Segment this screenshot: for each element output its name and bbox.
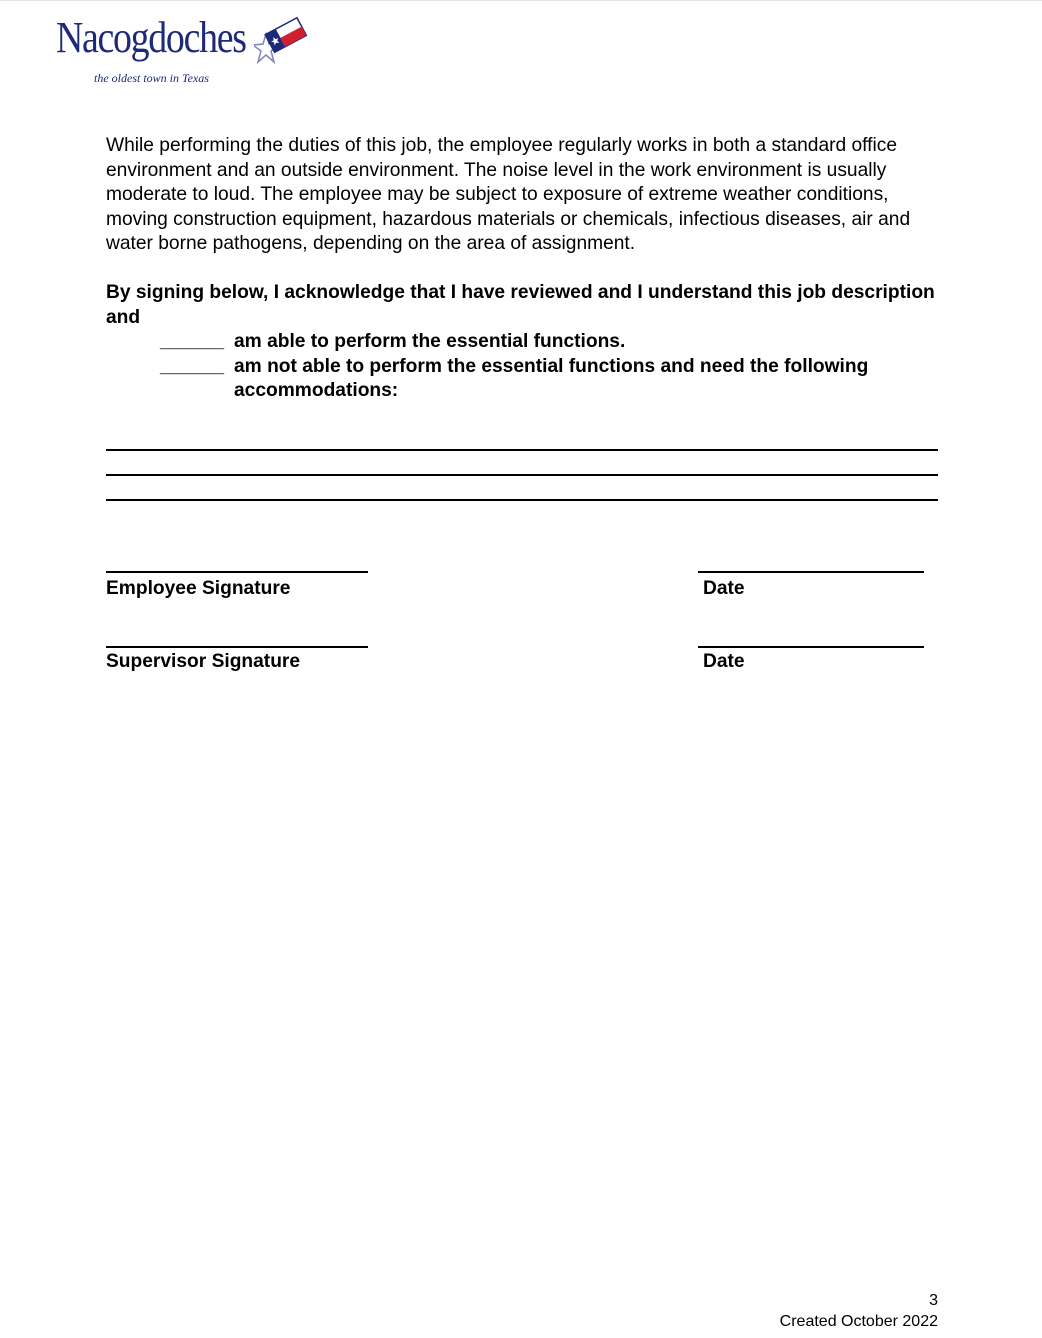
accommodations-line-2[interactable] (106, 474, 938, 476)
page-number: 3 (929, 1292, 938, 1309)
work-environment-paragraph: While performing the duties of this job, the employee regularly works in both a standard office environment and an outside environment. The noise level in the work environment is usually moderate to loud. The employee may be subject to exposure of extreme weather conditions, moving construction equipment, hazardous materials or chemicals, infectious diseases, air and water borne pathogens, depending on the area of assignment. (106, 135, 911, 255)
supervisor-date-line[interactable] (698, 646, 924, 648)
option-able-text: am able to perform the essential functions. (234, 331, 626, 353)
supervisor-signature-line[interactable] (106, 646, 368, 648)
logo-wordmark: Nacogdoches (56, 13, 246, 62)
option-able-blank[interactable]: ______ (160, 331, 225, 353)
employee-signature-line[interactable] (106, 571, 368, 573)
option-able (106, 330, 936, 355)
accommodations-line-1[interactable] (106, 449, 938, 451)
nacogdoches-logo (56, 12, 316, 90)
document-body (106, 134, 936, 404)
page-top-border (0, 0, 1042, 1)
supervisor-date-label: Date (703, 651, 745, 672)
option-not-able (106, 355, 936, 404)
employee-date-line[interactable] (698, 571, 924, 573)
accommodations-line-3[interactable] (106, 499, 938, 501)
texas-flag-star-icon (254, 12, 314, 76)
logo-tagline: the oldest town in Texas (94, 71, 209, 85)
employee-date-label: Date (703, 578, 745, 599)
acknowledgement-statement: By signing below, I acknowledge that I have reviewed and I understand this job description and (106, 281, 935, 328)
supervisor-signature-label: Supervisor Signature (106, 651, 301, 672)
created-date: Created October 2022 (779, 1313, 938, 1330)
employee-signature-label: Employee Signature (106, 578, 291, 599)
option-not-able-blank[interactable]: ______ (160, 355, 225, 377)
option-not-able-text: am not able to perform the essential functions and need the following accommodations: (234, 355, 869, 402)
